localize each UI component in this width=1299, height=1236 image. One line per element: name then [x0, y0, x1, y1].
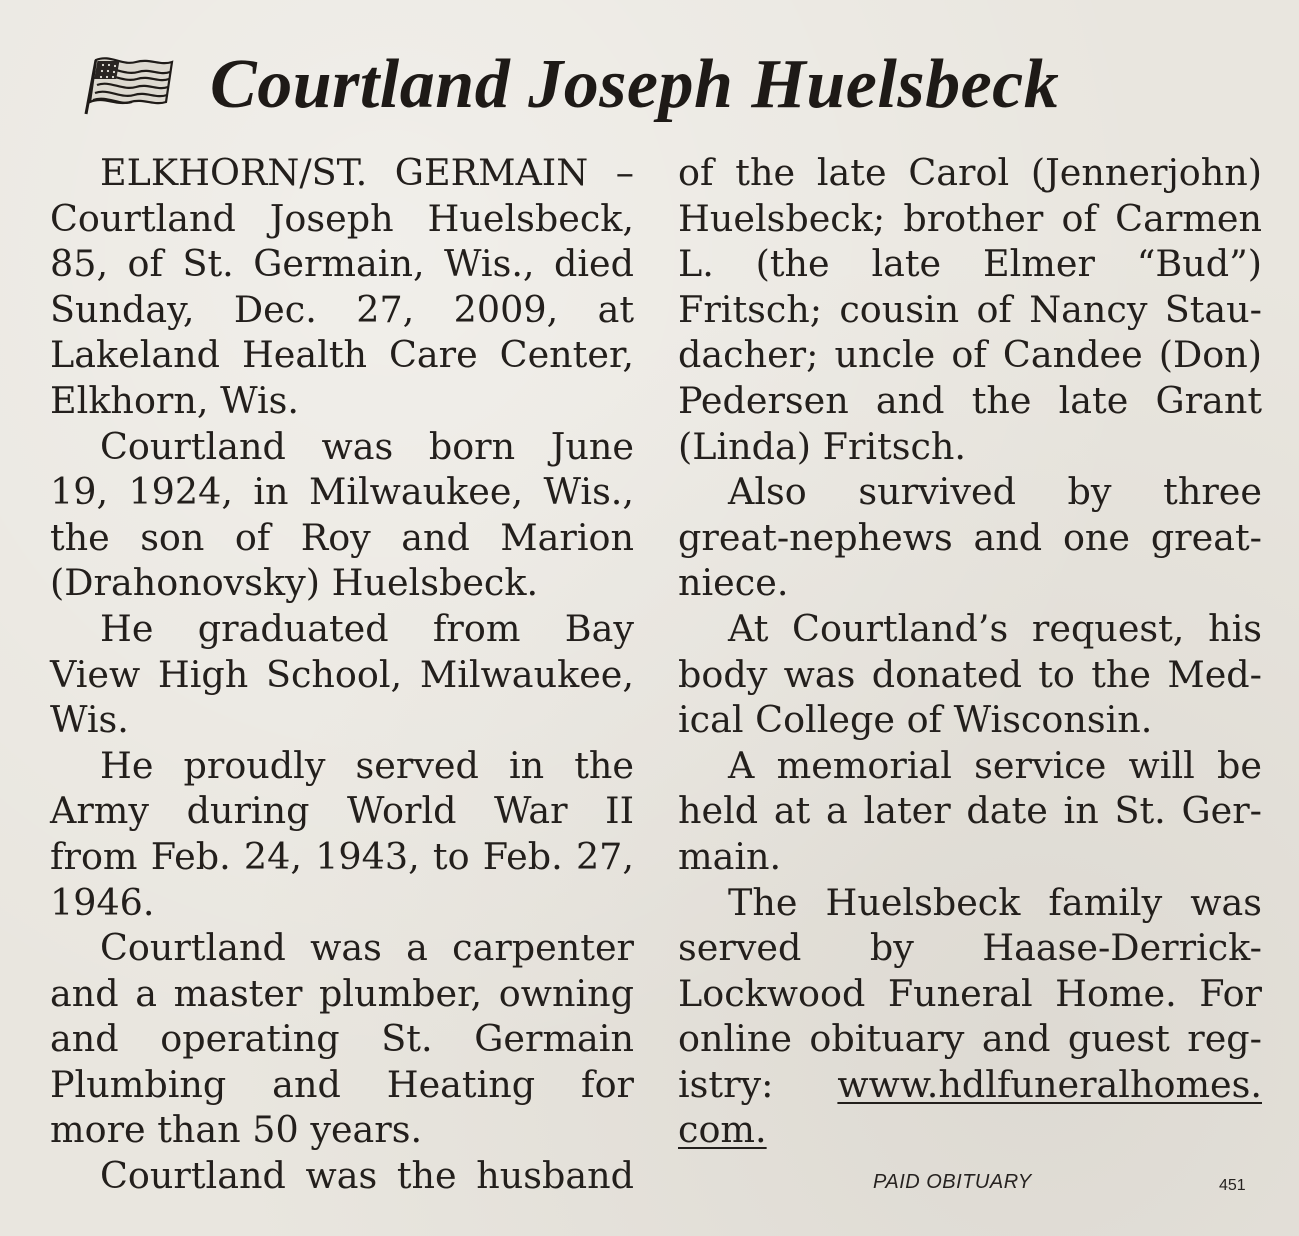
- paragraph-line: Huelsbeck; brother of Carmen: [678, 196, 1262, 240]
- paragraph-line: (Linda) Fritsch.: [678, 424, 967, 468]
- paragraph-line: great-nephews and one great-: [678, 515, 1262, 559]
- paragraph-line: Lockwood Funeral Home. For: [678, 971, 1262, 1015]
- paragraph-line: He graduated from Bay: [100, 606, 634, 650]
- paragraph-line: (Drahonovsky) Huelsbeck.: [50, 561, 539, 605]
- paragraph-line: dacher; uncle of Candee (Don): [678, 333, 1262, 377]
- paragraph-line: Wis.: [50, 698, 129, 742]
- paragraph-line: Plumbing and Heating for: [50, 1062, 634, 1106]
- paragraph-line: 1946.: [50, 880, 155, 924]
- page-number: 451: [1219, 1177, 1246, 1194]
- paragraph-line: ical College of Wisconsin.: [678, 698, 1153, 742]
- funeral-home-link[interactable]: www.hdlfuneralhomes.: [837, 1062, 1262, 1106]
- paragraph-line: Elkhorn, Wis.: [50, 378, 299, 422]
- paragraph-line: At Courtland’s request, his: [728, 606, 1262, 650]
- paragraph-line: niece.: [678, 561, 789, 605]
- paragraph-line: Courtland was a carpenter: [100, 926, 634, 970]
- paragraph-line: View High School, Milwaukee,: [50, 652, 634, 696]
- left-column: [50, 150, 634, 1199]
- headline: [80, 40, 1059, 130]
- funeral-home-link-end[interactable]: com.: [678, 1108, 767, 1152]
- paragraph-line: body was donated to the Med-: [678, 652, 1262, 696]
- paragraph-line: main.: [678, 834, 782, 878]
- paragraph-line: from Feb. 24, 1943, to Feb. 27,: [50, 834, 634, 878]
- paragraph-line: and operating St. Germain: [50, 1017, 634, 1061]
- paragraph-line: Sunday, Dec. 27, 2009, at: [50, 287, 634, 331]
- paragraph-line: of the late Carol (Jennerjohn): [678, 151, 1262, 194]
- paid-obituary-label: PAID OBITUARY: [873, 1171, 1032, 1193]
- paragraph-line: Also survived by three: [728, 470, 1262, 514]
- paragraph-line: the son of Roy and Marion: [50, 515, 634, 559]
- link-continuation: [678, 1107, 1262, 1153]
- american-flag-icon: [80, 52, 176, 118]
- paragraph-line: 85, of St. Germain, Wis., died: [50, 242, 634, 286]
- paragraph-line: more than 50 years.: [50, 1108, 423, 1152]
- registry-line: [678, 1062, 1262, 1108]
- registry-label: istry:: [678, 1062, 774, 1106]
- paragraph-line: 19, 1924, in Milwaukee, Wis.,: [50, 470, 634, 514]
- paragraph-line: served by Haase-Derrick-: [678, 926, 1262, 970]
- paragraph-line: L. (the late Elmer “Bud”): [678, 242, 1262, 286]
- paragraph-line: Courtland was born June: [100, 424, 634, 468]
- paragraph-line: Pedersen and the late Grant: [678, 378, 1262, 422]
- paragraph-line: online obituary and guest reg-: [678, 1017, 1262, 1061]
- paragraph-line: ELKHORN/ST. GERMAIN –: [100, 151, 634, 194]
- paragraph-line: and a master plumber, owning: [50, 971, 634, 1015]
- paragraph-line: Lakeland Health Care Center,: [50, 333, 634, 377]
- paragraph-line: A memorial service will be: [728, 743, 1262, 787]
- paragraph-line: The Huelsbeck family was: [728, 880, 1262, 924]
- right-column: [678, 150, 1262, 1153]
- paragraph-line: He proudly served in the: [100, 743, 634, 787]
- paragraph-line: Fritsch; cousin of Nancy Stau-: [678, 287, 1262, 331]
- paragraph-line: Courtland was the husband: [100, 1154, 634, 1198]
- paragraph-line: held at a later date in St. Ger-: [678, 789, 1262, 833]
- obituary-title: Courtland Joseph Huelsbeck: [210, 46, 1060, 123]
- paragraph-line: Army during World War II: [50, 789, 634, 833]
- paragraph-line: Courtland Joseph Huelsbeck,: [50, 196, 634, 240]
